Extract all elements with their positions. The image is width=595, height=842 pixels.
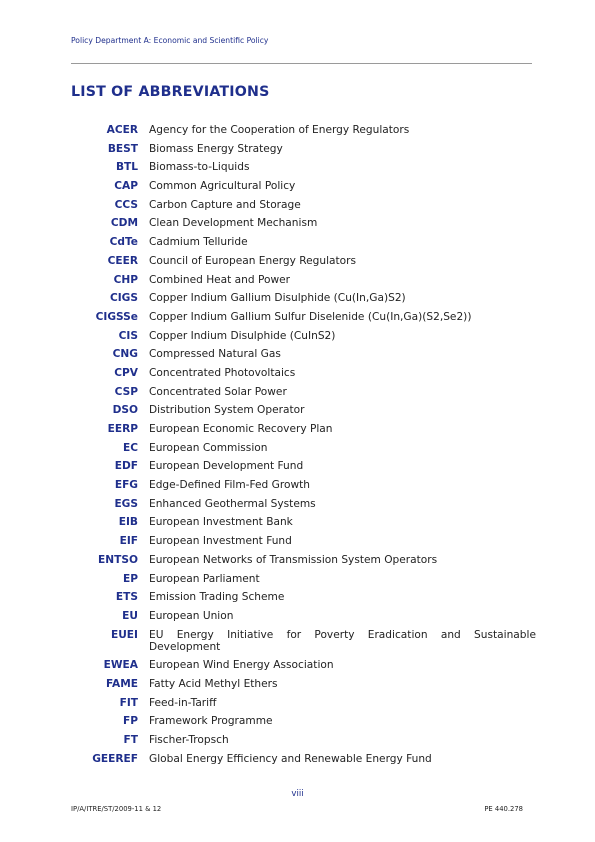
abbreviation-row [0, 252, 595, 271]
abbreviation-term: EUEI [110, 628, 138, 641]
abbreviation-definition: Framework Programme [149, 715, 273, 728]
abbreviation-term: DSO [112, 404, 138, 417]
abbreviation-row [0, 712, 595, 731]
abbreviation-term: EFG [114, 479, 138, 492]
abbreviation-definition: European Investment Bank [149, 516, 293, 529]
abbreviation-term: EERP [107, 423, 138, 435]
page-title: LIST OF ABBREVIATIONS [71, 84, 270, 100]
abbreviation-term: EIB [118, 516, 138, 529]
abbreviation-definition: EU Energy Initiative for Poverty Eradication and Sustainable Development [149, 628, 536, 653]
abbreviation-term: FT [123, 734, 138, 746]
abbreviation-row [0, 495, 595, 514]
abbreviation-row [0, 289, 595, 308]
abbreviation-term: CDM [110, 217, 138, 230]
abbreviation-term: CHP [113, 273, 138, 286]
abbreviation-row [0, 177, 595, 196]
abbreviation-definition: European Economic Recovery Plan [149, 423, 333, 435]
abbreviation-definition: Combined Heat and Power [149, 273, 291, 286]
document-reference: IP/A/ITRE/ST/2009-11 & 12 [71, 805, 162, 813]
abbreviation-row [0, 308, 595, 327]
abbreviation-term: CAP [114, 180, 138, 193]
pe-number: PE 440.278 [484, 805, 523, 813]
abbreviation-definition: Copper Indium Disulphide (CuInS2) [149, 329, 336, 342]
abbreviation-term: CIGS [109, 292, 138, 305]
abbreviation-term: BEST [107, 142, 138, 155]
abbreviation-definition: Concentrated Solar Power [149, 385, 287, 398]
abbreviation-definition: Clean Development Mechanism [149, 217, 318, 230]
abbreviation-row [0, 626, 595, 657]
abbreviation-definition: Council of European Energy Regulators [149, 254, 357, 267]
abbreviation-term: EU [122, 609, 138, 622]
abbreviation-definition: Feed-in-Tariff [149, 696, 217, 709]
abbreviation-term: CIS [118, 329, 138, 342]
abbreviation-row [0, 656, 595, 675]
abbreviation-definition: European Union [149, 609, 234, 622]
abbreviation-row [0, 401, 595, 420]
abbreviation-definition: European Parliament [149, 572, 260, 585]
abbreviation-row [0, 513, 595, 532]
abbreviation-definition: European Commission [149, 441, 268, 454]
abbreviation-definition: Compressed Natural Gas [149, 348, 281, 361]
abbreviation-term: GEEREF [92, 752, 138, 765]
abbreviation-term: FIT [119, 696, 138, 709]
abbreviation-term: EIF [119, 535, 138, 548]
abbreviation-row [0, 420, 595, 439]
abbreviation-definition: Carbon Capture and Storage [149, 198, 301, 211]
abbreviation-term: EDF [114, 460, 138, 473]
abbreviation-term: FAME [106, 677, 138, 690]
abbreviation-row [0, 233, 595, 252]
abbreviation-row [0, 158, 595, 177]
abbreviation-definition: Enhanced Geothermal Systems [149, 497, 316, 510]
abbreviation-row [0, 532, 595, 551]
abbreviation-term: CCS [114, 198, 138, 211]
abbreviation-row [0, 214, 595, 233]
abbreviation-term: CNG [112, 348, 138, 361]
abbreviation-term: CIGSSe [95, 310, 138, 323]
abbreviation-row [0, 271, 595, 290]
abbreviation-definition: Common Agricultural Policy [149, 180, 296, 193]
abbreviation-term: CSP [114, 385, 138, 398]
abbreviation-row [0, 750, 595, 769]
abbreviation-term: ACER [106, 124, 138, 136]
abbreviation-definition: European Networks of Transmission System Operators [149, 553, 438, 566]
abbreviation-definition: Copper Indium Gallium Disulphide (Cu(In,Ga)S2) [149, 292, 406, 305]
abbreviation-row [0, 476, 595, 495]
abbreviation-definition: European Development Fund [149, 460, 304, 473]
abbreviation-definition: Biomass Energy Strategy [149, 142, 283, 155]
abbreviation-row [0, 196, 595, 215]
abbreviation-row [0, 439, 595, 458]
abbreviation-definition: Edge-Defined Film-Fed Growth [149, 479, 310, 492]
abbreviation-definition: Copper Indium Gallium Sulfur Diselenide (Cu(In,Ga)(S2,Se2)) [149, 310, 472, 323]
abbreviation-term: EGS [114, 497, 138, 510]
abbreviation-definition: European Wind Energy Association [149, 659, 334, 672]
abbreviation-row [0, 588, 595, 607]
abbreviation-row [0, 457, 595, 476]
abbreviation-row [0, 327, 595, 346]
abbreviation-row [0, 570, 595, 589]
abbreviation-row [0, 731, 595, 750]
abbreviation-term: EC [122, 441, 138, 454]
abbreviation-term: BTL [115, 161, 138, 174]
abbreviation-definition: Biomass-to-Liquids [149, 161, 250, 174]
abbreviation-row [0, 675, 595, 694]
header-divider [71, 63, 532, 64]
abbreviation-definition: Distribution System Operator [149, 404, 305, 417]
abbreviation-row [0, 551, 595, 570]
abbreviation-row [0, 121, 595, 140]
abbreviation-definition: Concentrated Photovoltaics [149, 366, 296, 379]
abbreviation-term: ETS [115, 591, 138, 604]
abbreviation-definition: Cadmium Telluride [149, 236, 248, 249]
abbreviation-definition: Global Energy Efficiency and Renewable Energy Fund [149, 752, 432, 765]
abbreviation-row [0, 383, 595, 402]
abbreviation-definition: Agency for the Cooperation of Energy Regulators [149, 124, 410, 136]
abbreviation-definition: European Investment Fund [149, 535, 292, 548]
running-header: Policy Department A: Economic and Scientific Policy [71, 36, 269, 45]
abbreviation-definition: Fischer-Tropsch [149, 734, 229, 746]
abbreviation-term: CPV [114, 366, 138, 379]
abbreviation-term: CEER [107, 254, 138, 267]
abbreviation-term: CdTe [109, 236, 138, 249]
abbreviation-definition: Fatty Acid Methyl Ethers [149, 677, 278, 690]
abbreviation-term: ENTSO [98, 553, 138, 566]
abbreviation-row [0, 607, 595, 626]
abbreviation-row [0, 694, 595, 713]
abbreviation-row [0, 364, 595, 383]
page-number: viii [291, 789, 304, 799]
abbreviation-definition: Emission Trading Scheme [149, 591, 285, 604]
abbreviation-term: EP [122, 572, 138, 585]
abbreviation-row [0, 345, 595, 364]
abbreviation-term: FP [122, 715, 138, 728]
abbreviation-term: EWEA [103, 659, 138, 672]
abbreviation-list [0, 121, 595, 768]
abbreviation-row [0, 140, 595, 159]
